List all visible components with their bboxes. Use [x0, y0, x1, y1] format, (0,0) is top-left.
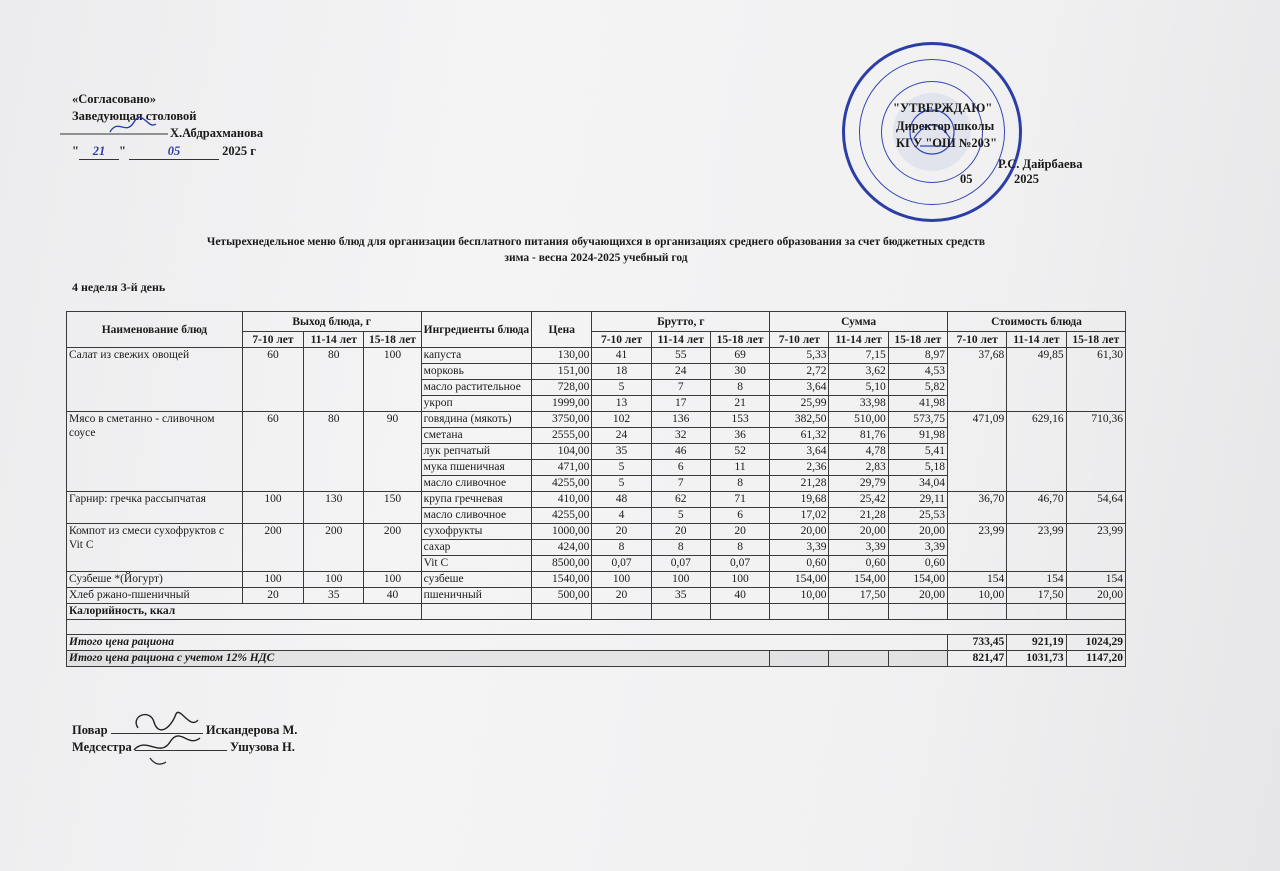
ingredient-price: 104,00 — [532, 444, 592, 460]
ingredient-sum: 3,39 — [829, 540, 888, 556]
ingredient-row — [67, 572, 1126, 588]
ingredient-brutto: 0,07 — [710, 556, 769, 572]
header-cost: Стоимость блюда — [948, 312, 1126, 332]
ingredient-sum: 20,00 — [770, 524, 829, 540]
ingredient-sum: 4,78 — [829, 444, 888, 460]
dish-output: 100 — [364, 572, 421, 588]
ingredient-sum: 29,11 — [888, 492, 947, 508]
ingredient-brutto: 55 — [651, 348, 710, 364]
dish-cost: 23,99 — [948, 524, 1007, 572]
dish-name: Мясо в сметанно - сливочном соусе — [67, 412, 243, 492]
ingredient-brutto: 8 — [651, 540, 710, 556]
ingredient-sum: 3,62 — [829, 364, 888, 380]
total-vat-age2: 1031,73 — [1007, 651, 1066, 667]
ingredient-brutto: 5 — [592, 460, 651, 476]
dish-cost: 154 — [1007, 572, 1066, 588]
ingredient-price: 1540,00 — [532, 572, 592, 588]
ingredient-sum: 7,15 — [829, 348, 888, 364]
calories-label: Калорийность, ккал — [67, 604, 422, 620]
ingredient-name: говядина (мякоть) — [421, 412, 532, 428]
header-cost-age2: 11-14 лет — [1007, 332, 1066, 348]
ingredient-brutto: 32 — [651, 428, 710, 444]
approval-agreed: «Согласовано» — [72, 92, 157, 106]
ingredient-sum: 3,64 — [770, 444, 829, 460]
ingredient-brutto: 8 — [710, 380, 769, 396]
ingredient-name: масло сливочное — [421, 508, 532, 524]
ingredient-sum: 81,76 — [829, 428, 888, 444]
ingredient-price: 1000,00 — [532, 524, 592, 540]
ingredient-sum: 573,75 — [888, 412, 947, 428]
header-brutto-age1: 7-10 лет — [592, 332, 651, 348]
dish-output: 40 — [364, 588, 421, 604]
ingredient-name: сухофрукты — [421, 524, 532, 540]
ingredient-name: сметана — [421, 428, 532, 444]
ingredient-sum: 33,98 — [829, 396, 888, 412]
menu-table — [66, 311, 1126, 667]
ingredient-row — [67, 524, 1126, 540]
dish-cost: 61,30 — [1066, 348, 1125, 412]
ingredient-brutto: 7 — [651, 476, 710, 492]
dish-output: 200 — [364, 524, 421, 572]
total-vat-age1: 821,47 — [948, 651, 1007, 667]
header-output-age2: 11-14 лет — [304, 332, 364, 348]
ingredient-brutto: 17 — [651, 396, 710, 412]
ingredient-name: сахар — [421, 540, 532, 556]
ingredient-brutto: 8 — [710, 540, 769, 556]
ingredient-name: лук репчатый — [421, 444, 532, 460]
dish-cost: 10,00 — [948, 588, 1007, 604]
ingredient-brutto: 102 — [592, 412, 651, 428]
ingredient-price: 4255,00 — [532, 508, 592, 524]
ingredient-name: Vit C — [421, 556, 532, 572]
ingredient-sum: 0,60 — [770, 556, 829, 572]
ingredient-row — [67, 588, 1126, 604]
dish-cost: 710,36 — [1066, 412, 1125, 492]
dish-output: 35 — [304, 588, 364, 604]
ingredient-brutto: 46 — [651, 444, 710, 460]
dish-name: Сузбеше *(Йогурт) — [67, 572, 243, 588]
dish-output: 100 — [304, 572, 364, 588]
ingredient-brutto: 41 — [592, 348, 651, 364]
header-brutto: Брутто, г — [592, 312, 770, 332]
approve-director: Директор школы — [896, 119, 995, 133]
approval-date-day: 21 — [79, 143, 119, 160]
header-output: Выход блюда, г — [242, 312, 421, 332]
ingredient-price: 728,00 — [532, 380, 592, 396]
approve-date-month: 05 — [960, 172, 973, 186]
day-label: 4 неделя 3-й день — [72, 280, 166, 294]
ingredient-price: 2555,00 — [532, 428, 592, 444]
dish-output: 60 — [242, 348, 303, 412]
dish-cost: 23,99 — [1007, 524, 1066, 572]
ingredient-brutto: 20 — [651, 524, 710, 540]
dish-output: 200 — [242, 524, 303, 572]
ingredient-brutto: 0,07 — [651, 556, 710, 572]
ingredient-sum: 17,50 — [829, 588, 888, 604]
ingredient-price: 410,00 — [532, 492, 592, 508]
ingredient-sum: 5,41 — [888, 444, 947, 460]
ingredient-sum: 2,72 — [770, 364, 829, 380]
dish-cost: 54,64 — [1066, 492, 1125, 524]
dish-cost: 23,99 — [1066, 524, 1125, 572]
ingredient-sum: 91,98 — [888, 428, 947, 444]
ingredient-price: 8500,00 — [532, 556, 592, 572]
ingredient-row — [67, 348, 1126, 364]
ingredient-brutto: 8 — [592, 540, 651, 556]
ingredient-sum: 20,00 — [829, 524, 888, 540]
dish-cost: 36,70 — [948, 492, 1007, 524]
ingredient-sum: 21,28 — [829, 508, 888, 524]
dish-name: Гарнир: гречка рассыпчатая — [67, 492, 243, 524]
ingredient-brutto: 5 — [651, 508, 710, 524]
ingredient-price: 151,00 — [532, 364, 592, 380]
ingredient-sum: 510,00 — [829, 412, 888, 428]
ingredient-brutto: 4 — [592, 508, 651, 524]
ingredient-brutto: 5 — [592, 476, 651, 492]
ingredient-sum: 8,97 — [888, 348, 947, 364]
dish-cost: 154 — [948, 572, 1007, 588]
ingredient-brutto: 0,07 — [592, 556, 651, 572]
ingredient-price: 471,00 — [532, 460, 592, 476]
dish-output: 200 — [304, 524, 364, 572]
total-row — [67, 635, 1126, 651]
ingredient-price: 1999,00 — [532, 396, 592, 412]
cook-name: Искандерова М. — [205, 723, 298, 737]
ingredient-sum: 5,82 — [888, 380, 947, 396]
ingredient-sum: 25,99 — [770, 396, 829, 412]
ingredient-brutto: 18 — [592, 364, 651, 380]
menu-footer — [67, 604, 1126, 667]
nurse-label: Медсестра — [72, 740, 132, 754]
dish-name: Хлеб ржано-пшеничный — [67, 588, 243, 604]
approve-date-year: 2025 — [1014, 172, 1039, 186]
dish-name: Компот из смеси сухофруктов с Vit C — [67, 524, 243, 572]
ingredient-sum: 154,00 — [888, 572, 947, 588]
ingredient-brutto: 40 — [710, 588, 769, 604]
ingredient-brutto: 62 — [651, 492, 710, 508]
header-cost-age3: 15-18 лет — [1066, 332, 1125, 348]
ingredient-brutto: 30 — [710, 364, 769, 380]
canteen-signature — [60, 112, 180, 140]
ingredient-sum: 3,39 — [770, 540, 829, 556]
ingredient-brutto: 100 — [651, 572, 710, 588]
ingredient-price: 3750,00 — [532, 412, 592, 428]
ingredient-name: крупа гречневая — [421, 492, 532, 508]
ingredient-sum: 19,68 — [770, 492, 829, 508]
ingredient-name: капуста — [421, 348, 532, 364]
ingredient-brutto: 35 — [651, 588, 710, 604]
ingredient-brutto: 21 — [710, 396, 769, 412]
approval-date: " 21 " 05 2025 г — [72, 144, 256, 158]
ingredient-sum: 382,50 — [770, 412, 829, 428]
ingredient-price: 4255,00 — [532, 476, 592, 492]
dish-output: 90 — [364, 412, 421, 492]
ingredient-price: 424,00 — [532, 540, 592, 556]
dish-output: 60 — [242, 412, 303, 492]
ingredient-brutto: 8 — [710, 476, 769, 492]
header-price: Цена — [532, 312, 592, 348]
total-age3: 1024,29 — [1066, 635, 1125, 651]
dish-output: 100 — [242, 492, 303, 524]
ingredient-sum: 25,42 — [829, 492, 888, 508]
dish-output: 20 — [242, 588, 303, 604]
total-vat-age3: 1147,20 — [1066, 651, 1125, 667]
ingredient-row — [67, 412, 1126, 428]
header-dish: Наименование блюд — [67, 312, 243, 348]
dish-output: 130 — [304, 492, 364, 524]
ingredient-brutto: 20 — [710, 524, 769, 540]
ingredient-sum: 0,60 — [888, 556, 947, 572]
ingredient-brutto: 52 — [710, 444, 769, 460]
ingredient-sum: 20,00 — [888, 588, 947, 604]
ingredient-sum: 61,32 — [770, 428, 829, 444]
ingredient-sum: 21,28 — [770, 476, 829, 492]
dish-cost: 154 — [1066, 572, 1125, 588]
ingredient-row — [67, 492, 1126, 508]
ingredient-sum: 17,02 — [770, 508, 829, 524]
header-output-age3: 15-18 лет — [364, 332, 421, 348]
approval-canteen-name: Х.Абдрахманова — [170, 126, 264, 140]
approve-school: КГУ "ОШ №203" — [896, 136, 998, 150]
ingredient-brutto: 20 — [592, 524, 651, 540]
ingredient-brutto: 20 — [592, 588, 651, 604]
approve-director-name: Р.С. Дайрбаева — [998, 157, 1083, 171]
ingredient-brutto: 153 — [710, 412, 769, 428]
ingredient-name: масло сливочное — [421, 476, 532, 492]
dish-name: Салат из свежих овощей — [67, 348, 243, 412]
ingredient-sum: 10,00 — [770, 588, 829, 604]
ingredient-sum: 4,53 — [888, 364, 947, 380]
header-sum: Сумма — [770, 312, 948, 332]
ingredient-sum: 2,36 — [770, 460, 829, 476]
ingredient-brutto: 69 — [710, 348, 769, 364]
header-cost-age1: 7-10 лет — [948, 332, 1007, 348]
total-vat-label: Итого цена рациона с учетом 12% НДС — [67, 651, 770, 667]
cook-label: Повар — [72, 723, 108, 737]
dish-output: 150 — [364, 492, 421, 524]
ingredient-brutto: 136 — [651, 412, 710, 428]
dish-cost: 20,00 — [1066, 588, 1125, 604]
dish-cost: 629,16 — [1007, 412, 1066, 492]
approval-date-month: 05 — [129, 143, 219, 160]
document-title: Четырехнедельное меню блюд для организации бесплатного питания обучающихся в организациях среднего образования за счет бюджетных средств — [206, 236, 986, 248]
ingredient-price: 130,00 — [532, 348, 592, 364]
dish-output: 80 — [304, 412, 364, 492]
ingredient-sum: 3,64 — [770, 380, 829, 396]
ingredient-name: сузбеше — [421, 572, 532, 588]
document-subtitle: зима - весна 2024-2025 учебный год — [504, 252, 688, 264]
ingredient-name: укроп — [421, 396, 532, 412]
ingredient-sum: 41,98 — [888, 396, 947, 412]
ingredient-sum: 25,53 — [888, 508, 947, 524]
ingredient-brutto: 71 — [710, 492, 769, 508]
ingredient-name: пшеничный — [421, 588, 532, 604]
header-brutto-age2: 11-14 лет — [651, 332, 710, 348]
ingredient-brutto: 5 — [592, 380, 651, 396]
ingredient-brutto: 35 — [592, 444, 651, 460]
approve-title: "УТВЕРЖДАЮ" — [893, 101, 993, 115]
ingredient-brutto: 6 — [710, 508, 769, 524]
header-sum-age1: 7-10 лет — [770, 332, 829, 348]
ingredient-sum: 0,60 — [829, 556, 888, 572]
ingredient-sum: 5,10 — [829, 380, 888, 396]
dish-output: 100 — [242, 572, 303, 588]
ingredient-brutto: 100 — [710, 572, 769, 588]
dish-output: 100 — [364, 348, 421, 412]
ingredient-sum: 3,39 — [888, 540, 947, 556]
ingredient-sum: 2,83 — [829, 460, 888, 476]
ingredient-brutto: 11 — [710, 460, 769, 476]
ingredient-price: 500,00 — [532, 588, 592, 604]
approval-date-year: 2025 г — [222, 144, 256, 158]
dish-cost: 49,85 — [1007, 348, 1066, 412]
ingredient-brutto: 7 — [651, 380, 710, 396]
header-sum-age2: 11-14 лет — [829, 332, 888, 348]
ingredient-brutto: 6 — [651, 460, 710, 476]
total-age2: 921,19 — [1007, 635, 1066, 651]
nurse-name: Ушузова Н. — [230, 740, 295, 754]
ingredient-brutto: 100 — [592, 572, 651, 588]
ingredient-sum: 29,79 — [829, 476, 888, 492]
dish-cost: 17,50 — [1007, 588, 1066, 604]
dish-cost: 471,09 — [948, 412, 1007, 492]
ingredient-sum: 154,00 — [829, 572, 888, 588]
ingredient-brutto: 24 — [592, 428, 651, 444]
ingredient-brutto: 24 — [651, 364, 710, 380]
header-output-age1: 7-10 лет — [242, 332, 303, 348]
ingredient-brutto: 48 — [592, 492, 651, 508]
total-vat-row — [67, 651, 1126, 667]
ingredient-sum: 34,04 — [888, 476, 947, 492]
ingredient-brutto: 36 — [710, 428, 769, 444]
dish-cost: 37,68 — [948, 348, 1007, 412]
ingredient-name: мука пшеничная — [421, 460, 532, 476]
ingredient-sum: 5,33 — [770, 348, 829, 364]
header-brutto-age3: 15-18 лет — [710, 332, 769, 348]
total-age1: 733,45 — [948, 635, 1007, 651]
dish-output: 80 — [304, 348, 364, 412]
ingredient-brutto: 13 — [592, 396, 651, 412]
menu-body — [67, 348, 1126, 604]
handwritten-signatures — [120, 700, 220, 770]
ingredient-sum: 20,00 — [888, 524, 947, 540]
ingredient-sum: 5,18 — [888, 460, 947, 476]
dish-cost: 46,70 — [1007, 492, 1066, 524]
approval-canteen-head: Заведующая столовой — [72, 109, 197, 123]
header-sum-age3: 15-18 лет — [888, 332, 947, 348]
ingredient-name: морковь — [421, 364, 532, 380]
ingredient-sum: 154,00 — [770, 572, 829, 588]
total-label: Итого цена рациона — [67, 635, 948, 651]
ingredient-name: масло растительное — [421, 380, 532, 396]
header-ingredients: Ингредиенты блюда — [421, 312, 532, 348]
